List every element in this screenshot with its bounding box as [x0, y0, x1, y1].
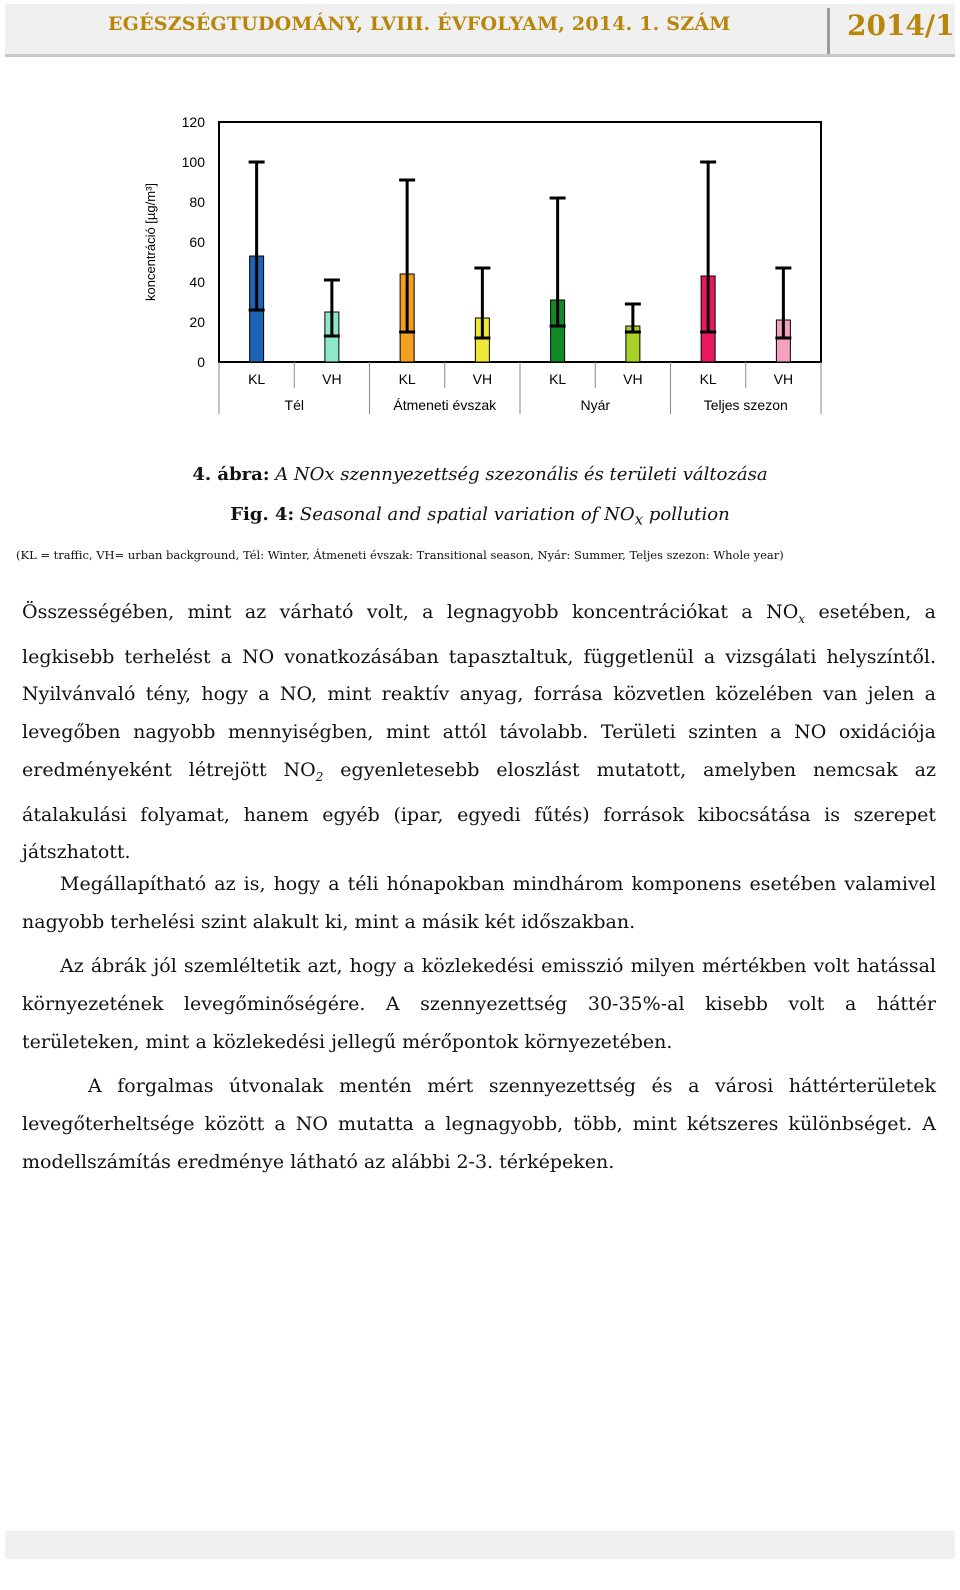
y-tick-label: 80 [189, 194, 205, 210]
group-label: Nyár [580, 397, 611, 413]
category-label: KL [398, 371, 416, 387]
figure-legend: (KL = traffic, VH= urban background, Tél: Winter, Átmeneti évszak: Transitional season, Nyár: Summer, Teljes szezon: Whole year) [16, 548, 784, 562]
group-label: Teljes szezon [703, 397, 788, 413]
issue-number: 2014/1 [847, 9, 955, 42]
y-tick-label: 0 [197, 354, 205, 370]
category-label: KL [248, 371, 266, 387]
caption-hu-label: 4. ábra: [192, 464, 270, 485]
group-label: Átmeneti évszak [393, 397, 497, 413]
paragraph-1: Összességében, mint az várható volt, a legnagyobb koncentrációkat a $NO_x$ esetében, a legkisebb terhelést a NO vonatkozásában tapasztaltuk, függetlenül a vizsgálati helyszíntől. Nyilvánvaló tény, hogy a NO, mint reaktív anyag, forrása közvetlen közelében van jelen a levegőben nagyobb mennyiségben, mint attól távolabb. Területi szinten a NO oxidációja eredményeként létrejött $NO_2$ egyenletesebb eloszlást mutatott, amelyben nemcsak az átalakulási folyamat, hanem egyéb (ipar, egyedi fűtés) források kibocsátása is szerepet játszhatott. [22, 601, 936, 864]
category-label: KL [699, 371, 717, 387]
figure-caption-hu [0, 464, 960, 485]
nox-bar-chart [0, 0, 960, 440]
y-tick-label: 120 [181, 114, 205, 130]
caption-en-label: Fig. 4: [230, 504, 295, 525]
category-label: VH [472, 371, 493, 387]
caption-hu-text: A NOx szennyezettség szezonális és területi változása [275, 464, 768, 485]
caption-en-text: Seasonal and spatial variation of $NO_x$ pollution [299, 504, 730, 529]
paragraph-3: Az ábrák jól szemléltetik azt, hogy a közlekedési emisszió milyen mértékben volt hatással környezetének levegőminőségére. A szennyezettség 30-35%-al kisebb volt a háttér területeken, mint a közlekedési jellegű mérőpontok környezetében. [22, 955, 936, 1053]
page-footer-bar [5, 1531, 955, 1559]
paragraph-4: A forgalmas útvonalak mentén mért szennyezettség és a városi háttérterületek levegőterheltsége között a NO mutatta a legnagyobb, több, mint kétszeres különbséget. A modellszámítás eredménye látható az alábbi 2-3. térképeken. [22, 1075, 936, 1173]
journal-title: EGÉSZSÉGTUDOMÁNY, LVIII. ÉVFOLYAM, 2014. 1. SZÁM [108, 13, 731, 35]
y-tick-label: 60 [189, 234, 205, 250]
plot-area [219, 122, 821, 362]
y-tick-label: 100 [181, 154, 205, 170]
category-label: VH [773, 371, 794, 387]
y-tick-label: 20 [189, 314, 205, 330]
group-label: Tél [284, 397, 304, 413]
category-label: VH [322, 371, 342, 387]
y-axis-label: koncentráció [µg/m³] [143, 182, 158, 302]
category-label: KL [549, 371, 567, 387]
category-label: VH [623, 371, 643, 387]
figure-caption-en [0, 504, 960, 529]
y-tick-label: 40 [189, 274, 205, 290]
paragraph-2: Megállapítható az is, hogy a téli hónapokban mindhárom komponens esetében valamivel nagyobb terhelési szint alakult ki, mint a másik két időszakban. [22, 873, 936, 933]
